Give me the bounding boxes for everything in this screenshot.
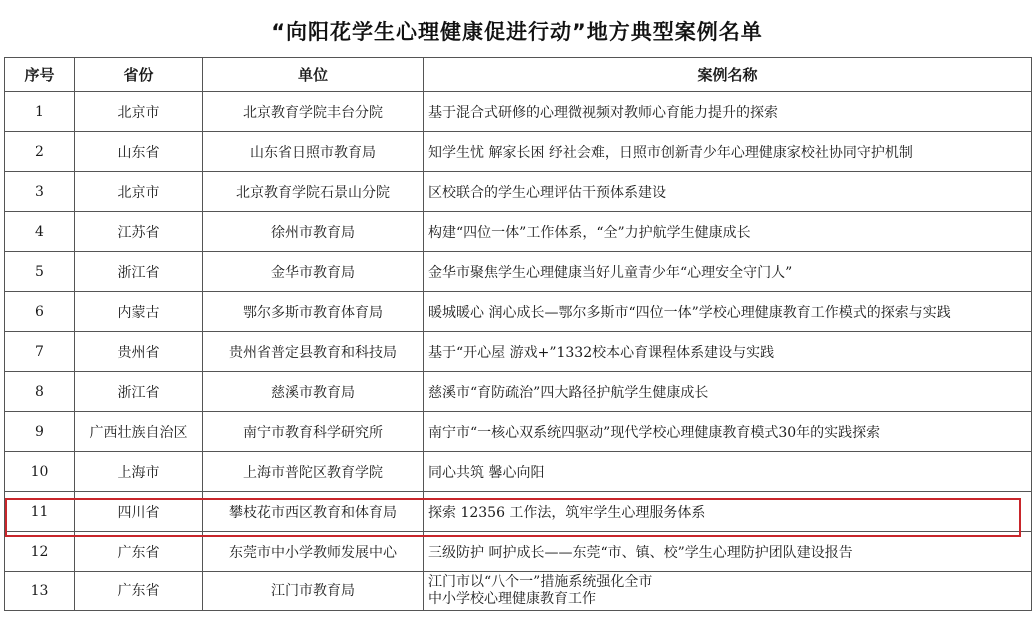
cell-number: 3 xyxy=(5,172,75,212)
cell-case-name: 南宁市“一核心双系统四驱动”现代学校心理健康教育模式30年的实践探索 xyxy=(424,412,1032,452)
cell-province: 上海市 xyxy=(75,452,203,492)
cell-case-name: 金华市聚焦学生心理健康当好儿童青少年“心理安全守门人” xyxy=(424,252,1032,292)
cell-unit: 江门市教育局 xyxy=(203,572,424,611)
cell-number: 12 xyxy=(5,532,75,572)
table-row xyxy=(5,172,1032,212)
cell-unit: 山东省日照市教育局 xyxy=(203,132,424,172)
cell-unit: 攀枝花市西区教育和体育局 xyxy=(203,492,424,532)
cell-province: 贵州省 xyxy=(75,332,203,372)
cell-case-name: 慈溪市“育防疏治”四大路径护航学生健康成长 xyxy=(424,372,1032,412)
cell-province: 北京市 xyxy=(75,172,203,212)
cell-number: 9 xyxy=(5,412,75,452)
cell-unit: 北京教育学院石景山分院 xyxy=(203,172,424,212)
case-list-table xyxy=(4,57,1032,611)
table-row xyxy=(5,92,1032,132)
cell-number: 4 xyxy=(5,212,75,252)
cell-number: 7 xyxy=(5,332,75,372)
header-unit: 单位 xyxy=(203,58,424,92)
table-row xyxy=(5,572,1032,611)
cell-province: 江苏省 xyxy=(75,212,203,252)
cell-unit: 东莞市中小学教师发展中心 xyxy=(203,532,424,572)
cell-case-name: 三级防护 呵护成长——东莞“市、镇、校”学生心理防护团队建设报告 xyxy=(424,532,1032,572)
cell-province: 浙江省 xyxy=(75,252,203,292)
cell-province: 广东省 xyxy=(75,572,203,611)
cell-number: 11 xyxy=(5,492,75,532)
cell-unit: 慈溪市教育局 xyxy=(203,372,424,412)
cell-number: 6 xyxy=(5,292,75,332)
table-row xyxy=(5,212,1032,252)
cell-province: 广东省 xyxy=(75,532,203,572)
cell-province: 北京市 xyxy=(75,92,203,132)
table-header-row xyxy=(5,58,1032,92)
cell-number: 13 xyxy=(5,572,75,611)
header-number: 序号 xyxy=(5,58,75,92)
table-row-highlighted xyxy=(5,492,1032,532)
case-name-line-1: 江门市以“八个一”措施系统强化全市 xyxy=(428,574,653,590)
cell-case-name: 区校联合的学生心理评估干预体系建设 xyxy=(424,172,1032,212)
cell-case-name: 暖城暖心 润心成长—鄂尔多斯市“四位一体”学校心理健康教育工作模式的探索与实践 xyxy=(424,292,1032,332)
cell-case-name: 基于“开心屋 游戏+”1332校本心育课程体系建设与实践 xyxy=(424,332,1032,372)
cell-province: 浙江省 xyxy=(75,372,203,412)
cell-case-name: 知学生忧 解家长困 纾社会难，日照市创新青少年心理健康家校社协同守护机制 xyxy=(424,132,1032,172)
cell-case-name: 基于混合式研修的心理微视频对教师心育能力提升的探索 xyxy=(424,92,1032,132)
header-province: 省份 xyxy=(75,58,203,92)
cell-province: 广西壮族自治区 xyxy=(75,412,203,452)
table-row xyxy=(5,452,1032,492)
cell-number: 1 xyxy=(5,92,75,132)
cell-unit: 徐州市教育局 xyxy=(203,212,424,252)
cell-case-name xyxy=(424,572,1032,611)
header-case-name: 案例名称 xyxy=(424,58,1032,92)
cell-unit: 贵州省普定县教育和科技局 xyxy=(203,332,424,372)
table-row xyxy=(5,292,1032,332)
table-row xyxy=(5,332,1032,372)
cell-unit: 北京教育学院丰台分院 xyxy=(203,92,424,132)
cell-number: 5 xyxy=(5,252,75,292)
cell-case-name: 构建“四位一体”工作体系，“全”力护航学生健康成长 xyxy=(424,212,1032,252)
cell-province: 内蒙古 xyxy=(75,292,203,332)
document-title: “向阳花学生心理健康促进行动”地方典型案例名单 xyxy=(271,20,763,44)
cell-province: 四川省 xyxy=(75,492,203,532)
cell-unit: 鄂尔多斯市教育体育局 xyxy=(203,292,424,332)
cell-unit: 南宁市教育科学研究所 xyxy=(203,412,424,452)
cell-number: 8 xyxy=(5,372,75,412)
cell-number: 2 xyxy=(5,132,75,172)
table-row xyxy=(5,372,1032,412)
cell-case-name: 探索 12356 工作法，筑牢学生心理服务体系 xyxy=(424,492,1032,532)
cell-province: 山东省 xyxy=(75,132,203,172)
cell-unit: 金华市教育局 xyxy=(203,252,424,292)
cell-number: 10 xyxy=(5,452,75,492)
table-row xyxy=(5,412,1032,452)
cell-case-name: 同心共筑 馨心向阳 xyxy=(424,452,1032,492)
cell-unit: 上海市普陀区教育学院 xyxy=(203,452,424,492)
table-row xyxy=(5,532,1032,572)
case-name-line-2: 中小学校心理健康教育工作 xyxy=(428,591,596,607)
table-row xyxy=(5,132,1032,172)
table-row xyxy=(5,252,1032,292)
